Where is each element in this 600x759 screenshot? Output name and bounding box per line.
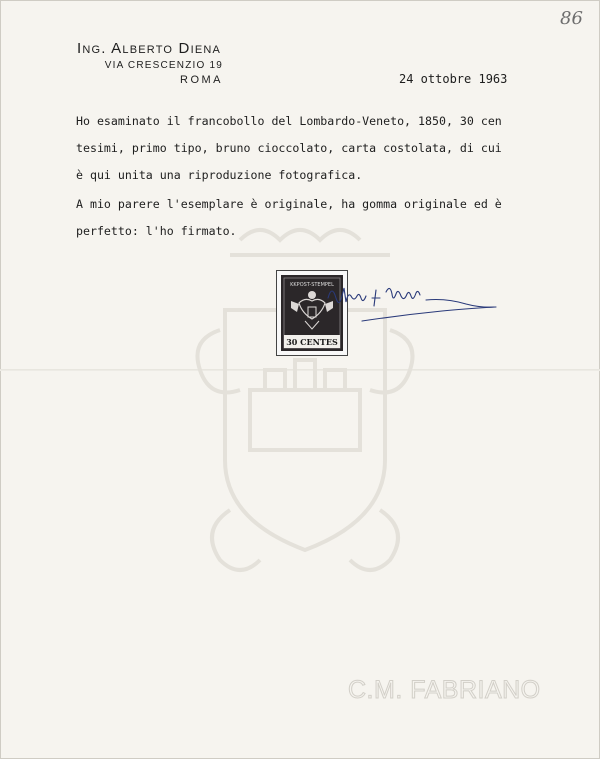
crest-watermark [170,210,440,590]
svg-text:KKPOST-STEMPEL: KKPOST-STEMPEL [290,282,334,288]
text-line: Ho esaminato il francobollo del Lombardo-Veneto, 1850, 30 cen [76,114,502,128]
letterhead-city: ROMA [180,74,223,86]
text-line: tesimi, primo tipo, bruno cioccolato, carta costolata, di cui [76,141,502,155]
svg-text:30 CENTES: 30 CENTES [286,337,338,347]
text-line: perfetto: l'ho firmato. [76,224,237,238]
text-line: A mio parere l'esemplare è originale, ha gomma originale ed è [76,197,502,211]
letterhead-address: VIA CRESCENZIO 19 [104,60,223,71]
text-line: è qui unita una riproduzione fotografica. [76,168,363,182]
letterhead-name: Ing. Alberto Diena [77,40,222,57]
letter-date: 24 ottobre 1963 [399,72,508,86]
paragraph-2 [76,191,546,245]
paragraph-1 [76,108,546,189]
signature [322,276,502,326]
watermark-text: C.M. FABRIANO [348,676,541,704]
pencil-note: 86 [560,8,583,29]
